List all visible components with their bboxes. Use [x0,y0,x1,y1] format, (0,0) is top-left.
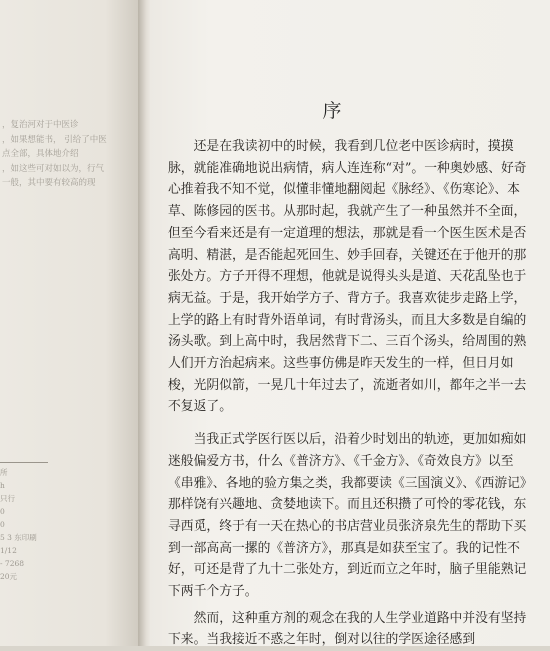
colophon-line: 1/12 [0,546,17,555]
left-page-line: ，复治河对于中医诊 [2,120,79,130]
left-page-line: 一般，其中要有较高的现 [2,178,96,188]
colophon-line: h [0,481,5,490]
body-text [168,136,528,651]
left-page-line: 点全部，具体地介绍 [2,149,79,159]
colophon-line: - 7268 [0,559,25,568]
left-page-colophon [0,466,40,583]
colophon-line: 所 [0,468,8,477]
left-page-line: ，如果想能书， 引给了中医 [2,134,107,145]
page-title: 序 [322,100,342,122]
colophon-line: 20元 [0,572,18,581]
colophon-line: 0 [0,507,5,516]
paragraph: 然而，这种重方剂的观念在我的人生学业道路中并没有坚持下来。当我接近不惑之年时，倒对以往的学医途径感到 [168,610,527,648]
colophon-line: 5 3 东印刷 [0,533,37,542]
left-page [0,0,140,646]
left-page-line: ，如这些可对如以为，行气 [2,163,105,174]
paragraph: 当我正式学医行医以后，沿着少时划出的轨迹，更加如痴如迷般偏爱方书，什么《普济方》、《千金方》、《奇效良方》以至《串雅》、各地的验方集之类，我都要读《三国演义》、《西游记》那样饶有兴趣地、贪婪地读下。而且还积攒了可怜的零花钱，东寻西觅，终于有一天在热心的书店营业员张济泉先生的帮助下买到一部高高一摞的《普济方》，那真是如获至宝了。我的记性不好，可还是背了九十二张处方，到近而立之年时，脑子里能熟记下两千个方子。 [168,432,527,600]
left-page-divider [0,462,48,463]
colophon-line: 0 [0,520,5,529]
paragraph: 还是在我读初中的时候，我看到几位老中医诊病时，摸摸脉，就能准确地说出病情，病人连连称“对”。一种奥妙感、好奇心推着我不知不觉，似懂非懂地翻阅起《脉经》、《伤寒论》、本草、陈修园的医书。从那时起，我就产生了一种虽然并不全面，但至今看来还是有一定道理的想法，那就是看一个医生医术是否高明、精湛，是否能起死回生、妙手回春，关键还在于他开的那张处方。方子开得不理想，他就是说得头头是道、天花乱坠也于病无益。于是，我开始学方子、背方子。我喜欢徒步走路上学，上学的路上有时背外语单词，有时背汤头，而且大多数是自编的汤头歌。到上高中时，我居然背下二、三百个汤头，给周围的熟人们开方治起病来。这些事仿佛是昨天发生的一样，但日月如梭，光阴似箭，一晃几十年过去了，流逝者如川，都年之半一去不复返了。 [168,139,527,415]
left-page-text-top [0,118,140,191]
colophon-line: 只行 [0,494,15,503]
